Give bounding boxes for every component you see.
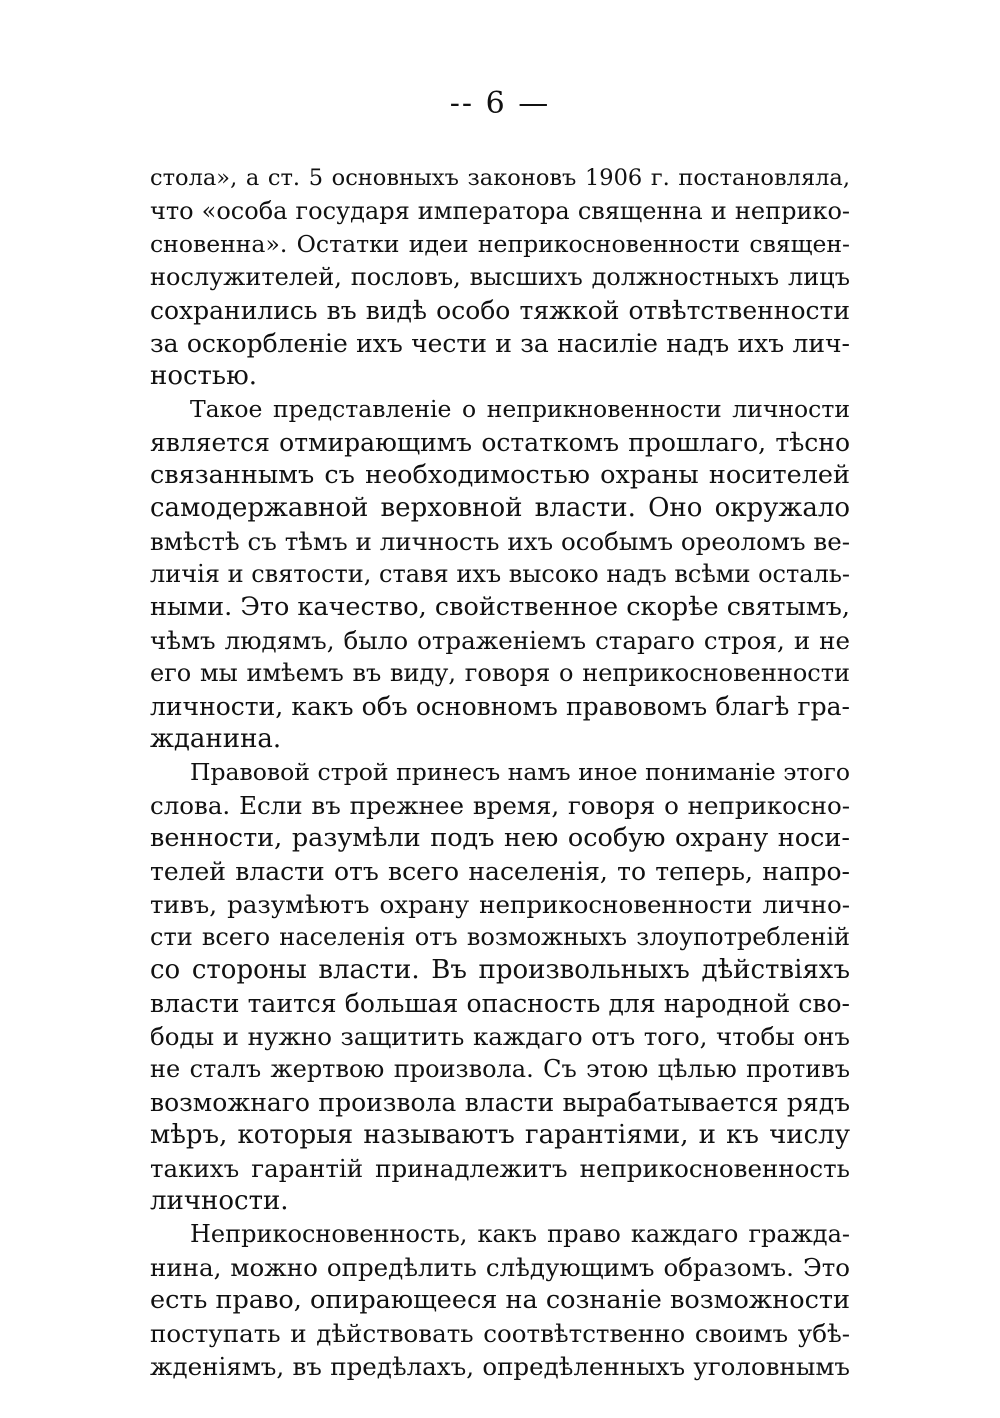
- text-line: боды и нужно защитить каждаго отъ того, чтобы онъ: [150, 1022, 850, 1051]
- text-line: сновенна». Остатки идеи неприкосновенности священ-: [150, 230, 850, 258]
- text-line: жденіямъ, въ предѣлахъ, опредѣленныхъ уголовнымъ: [150, 1352, 850, 1381]
- text-line: самодержавной верховной власти. Оно окружало: [150, 493, 850, 523]
- paragraph: [150, 756, 850, 1218]
- text-line: нина, можно опредѣлить слѣдующимъ образомъ. Это: [150, 1253, 850, 1282]
- paragraph: [150, 1218, 850, 1383]
- text-line: что «особа государя императора священна и неприко-: [150, 197, 850, 225]
- text-line: стола», а ст. 5 основныхъ законовъ 1906 г. постановляла,: [150, 165, 850, 191]
- text-line: со стороны власти. Въ произвольныхъ дѣйствіяхъ: [150, 955, 850, 985]
- text-line: жданина.: [150, 724, 282, 754]
- paragraph: [150, 162, 850, 393]
- text-line: Правовой строй принесъ намъ иное пониманіе этого: [190, 758, 850, 786]
- text-line: тивъ, разумѣютъ охрану неприкосновенности лично-: [150, 890, 850, 919]
- text-line: личности.: [150, 1186, 289, 1216]
- paragraph: [150, 393, 850, 756]
- text-line: личія и святости, ставя ихъ высоко надъ всѣми осталь-: [150, 560, 850, 588]
- text-line: мѣръ, которыя называютъ гарантіями, и къ числу: [150, 1120, 850, 1150]
- text-line: Неприкосновенность, какъ право каждаго гражда-: [190, 1220, 850, 1248]
- body-text: [150, 162, 850, 1383]
- text-line: власти таится большая опасность для народной сво-: [150, 989, 850, 1018]
- text-line: ностью.: [150, 361, 257, 391]
- page-number: -- 6 —: [449, 86, 551, 121]
- text-line: вмѣстѣ съ тѣмъ и личность ихъ особымъ ореоломъ ве-: [150, 527, 850, 556]
- text-line: слова. Если въ прежнее время, говоря о неприкосно-: [150, 791, 850, 820]
- text-line: сти всего населенія отъ возможныхъ злоупотребленій: [150, 923, 850, 951]
- text-line: является отмирающимъ остаткомъ прошлаго, тѣсно: [150, 428, 850, 457]
- text-line: венности, разумѣли подъ нею особую охрану носи-: [150, 823, 850, 853]
- text-line: личности, какъ объ основномъ правовомъ благѣ гра-: [150, 692, 850, 721]
- text-line: сохранились въ видѣ особо тяжкой отвѣтственности: [150, 296, 850, 325]
- text-line: его мы имѣемъ въ виду, говоря о неприкосновенности: [150, 659, 850, 687]
- text-line: такихъ гарантій принадлежитъ неприкосновенность: [150, 1154, 850, 1183]
- text-line: телей власти отъ всего населенія, то теперь, напро-: [150, 857, 850, 886]
- text-line: Такое представленіе о неприкновенности личности: [190, 395, 850, 423]
- text-line: нослужителей, пословъ, высшихъ должностныхъ лицъ: [150, 263, 850, 291]
- text-line: связаннымъ съ необходимостью охраны носителей: [150, 460, 850, 490]
- text-line: не сталъ жертвою произвола. Съ этою цѣлью противъ: [150, 1055, 850, 1083]
- text-line: ными. Это качество, свойственное скорѣе святымъ,: [150, 592, 850, 622]
- text-line: поступать и дѣйствовать соотвѣтственно своимъ убѣ-: [150, 1319, 850, 1348]
- text-line: чѣмъ людямъ, было отраженіемъ стараго строя, и не: [150, 626, 850, 655]
- text-line: за оскорбленіе ихъ чести и за насиліе надъ ихъ лич-: [150, 329, 850, 358]
- text-line: возможнаго произвола власти вырабатывается рядъ: [150, 1088, 850, 1117]
- text-line: есть право, опирающееся на сознаніе возможности: [150, 1285, 850, 1315]
